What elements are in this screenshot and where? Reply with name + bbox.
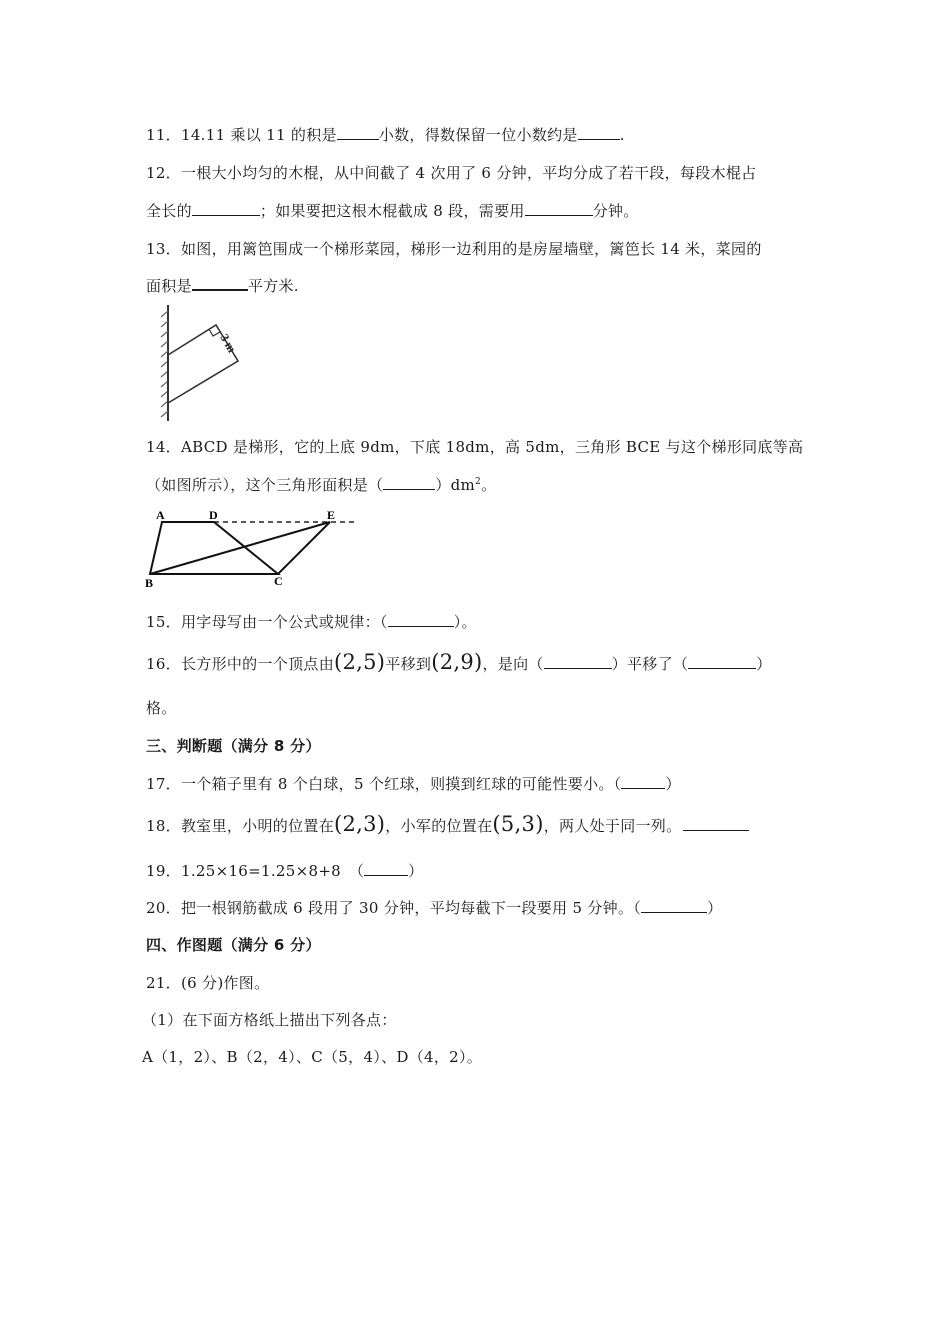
label-e: E	[327, 508, 336, 522]
question-20: 20．把一根钢筋截成 6 段用了 30 分钟，平均每截下一段要用 5 分钟。（ ）	[146, 899, 723, 917]
answer-blank[interactable]	[641, 898, 707, 913]
question-21-title: 21．(6 分)作图。	[146, 974, 270, 992]
answer-blank[interactable]	[688, 654, 756, 669]
question-19: 19．1.25×16=1.25×8+8 （ ）	[146, 862, 424, 880]
label-a: A	[156, 508, 165, 522]
answer-blank[interactable]	[578, 125, 620, 140]
question-18: 18．教室里，小明的位置在(2,3)，小军的位置在(5,3)，两人处于同一列。	[146, 812, 749, 836]
section-4-heading: 四、作图题（满分 6 分）	[146, 936, 321, 954]
label-d: D	[209, 508, 218, 522]
wall-hatching	[161, 311, 168, 417]
answer-blank[interactable]	[388, 612, 454, 627]
question-16-line1: 16．长方形中的一个顶点由(2,5)平移到(2,9)，是向（ ）平移了（ ）	[146, 650, 772, 674]
question-12-line2: 全长的 ；如果要把这根木棍截成 8 段，需要用 分钟。	[146, 202, 639, 220]
answer-blank[interactable]	[192, 275, 248, 291]
trapezoid-abcd	[150, 522, 278, 574]
answer-blank[interactable]	[192, 201, 260, 216]
answer-blank[interactable]	[337, 125, 379, 140]
answer-blank[interactable]	[683, 816, 749, 831]
question-17: 17．一个箱子里有 8 个白球，5 个红球，则摸到红球的可能性要小。（ ）	[146, 775, 681, 793]
question-11: 11．14.11 乘以 11 的积是 小数，得数保留一位小数约是 .	[146, 126, 625, 144]
question-12-line1: 12．一根大小均匀的木棍，从中间截了 4 次用了 6 分钟，平均分成了若干段，每段木棍占	[146, 164, 757, 182]
trapezoid-figure	[140, 506, 370, 590]
answer-blank[interactable]	[621, 774, 665, 789]
answer-blank[interactable]	[525, 201, 593, 216]
triangle-bce	[150, 522, 330, 574]
label-c: C	[274, 574, 283, 588]
question-21-sub1: （1）在下面方格纸上描出下列各点：	[142, 1011, 397, 1029]
answer-blank[interactable]	[383, 475, 435, 490]
side-length-label: 3 m	[217, 331, 240, 355]
question-14-line2: （如图所示），这个三角形面积是（ ）$dm^2$。	[146, 476, 497, 494]
answer-blank[interactable]	[364, 861, 408, 876]
answer-blank[interactable]	[544, 654, 612, 669]
question-16-line2: 格。	[146, 699, 177, 717]
question-15: 15．用字母写由一个公式或规律：（ ）。	[146, 613, 477, 631]
question-13-line1: 13．如图，用篱笆围成一个梯形菜园，梯形一边利用的是房屋墙壁，篱笆长 14 米，菜园的	[146, 240, 762, 258]
label-b: B	[145, 576, 154, 590]
question-13-line2: 面积是 平方米.	[146, 277, 299, 295]
garden-figure	[148, 303, 248, 425]
question-21-points: A（1，2）、B（2，4）、C（5，4）、D（4，2）。	[142, 1048, 483, 1066]
section-3-heading: 三、判断题（满分 8 分）	[146, 737, 321, 755]
question-14-line1: 14．ABCD 是梯形，它的上底 9dm，下底 18dm，高 5dm，三角形 BCE 与这个梯形同底等高	[146, 438, 804, 456]
